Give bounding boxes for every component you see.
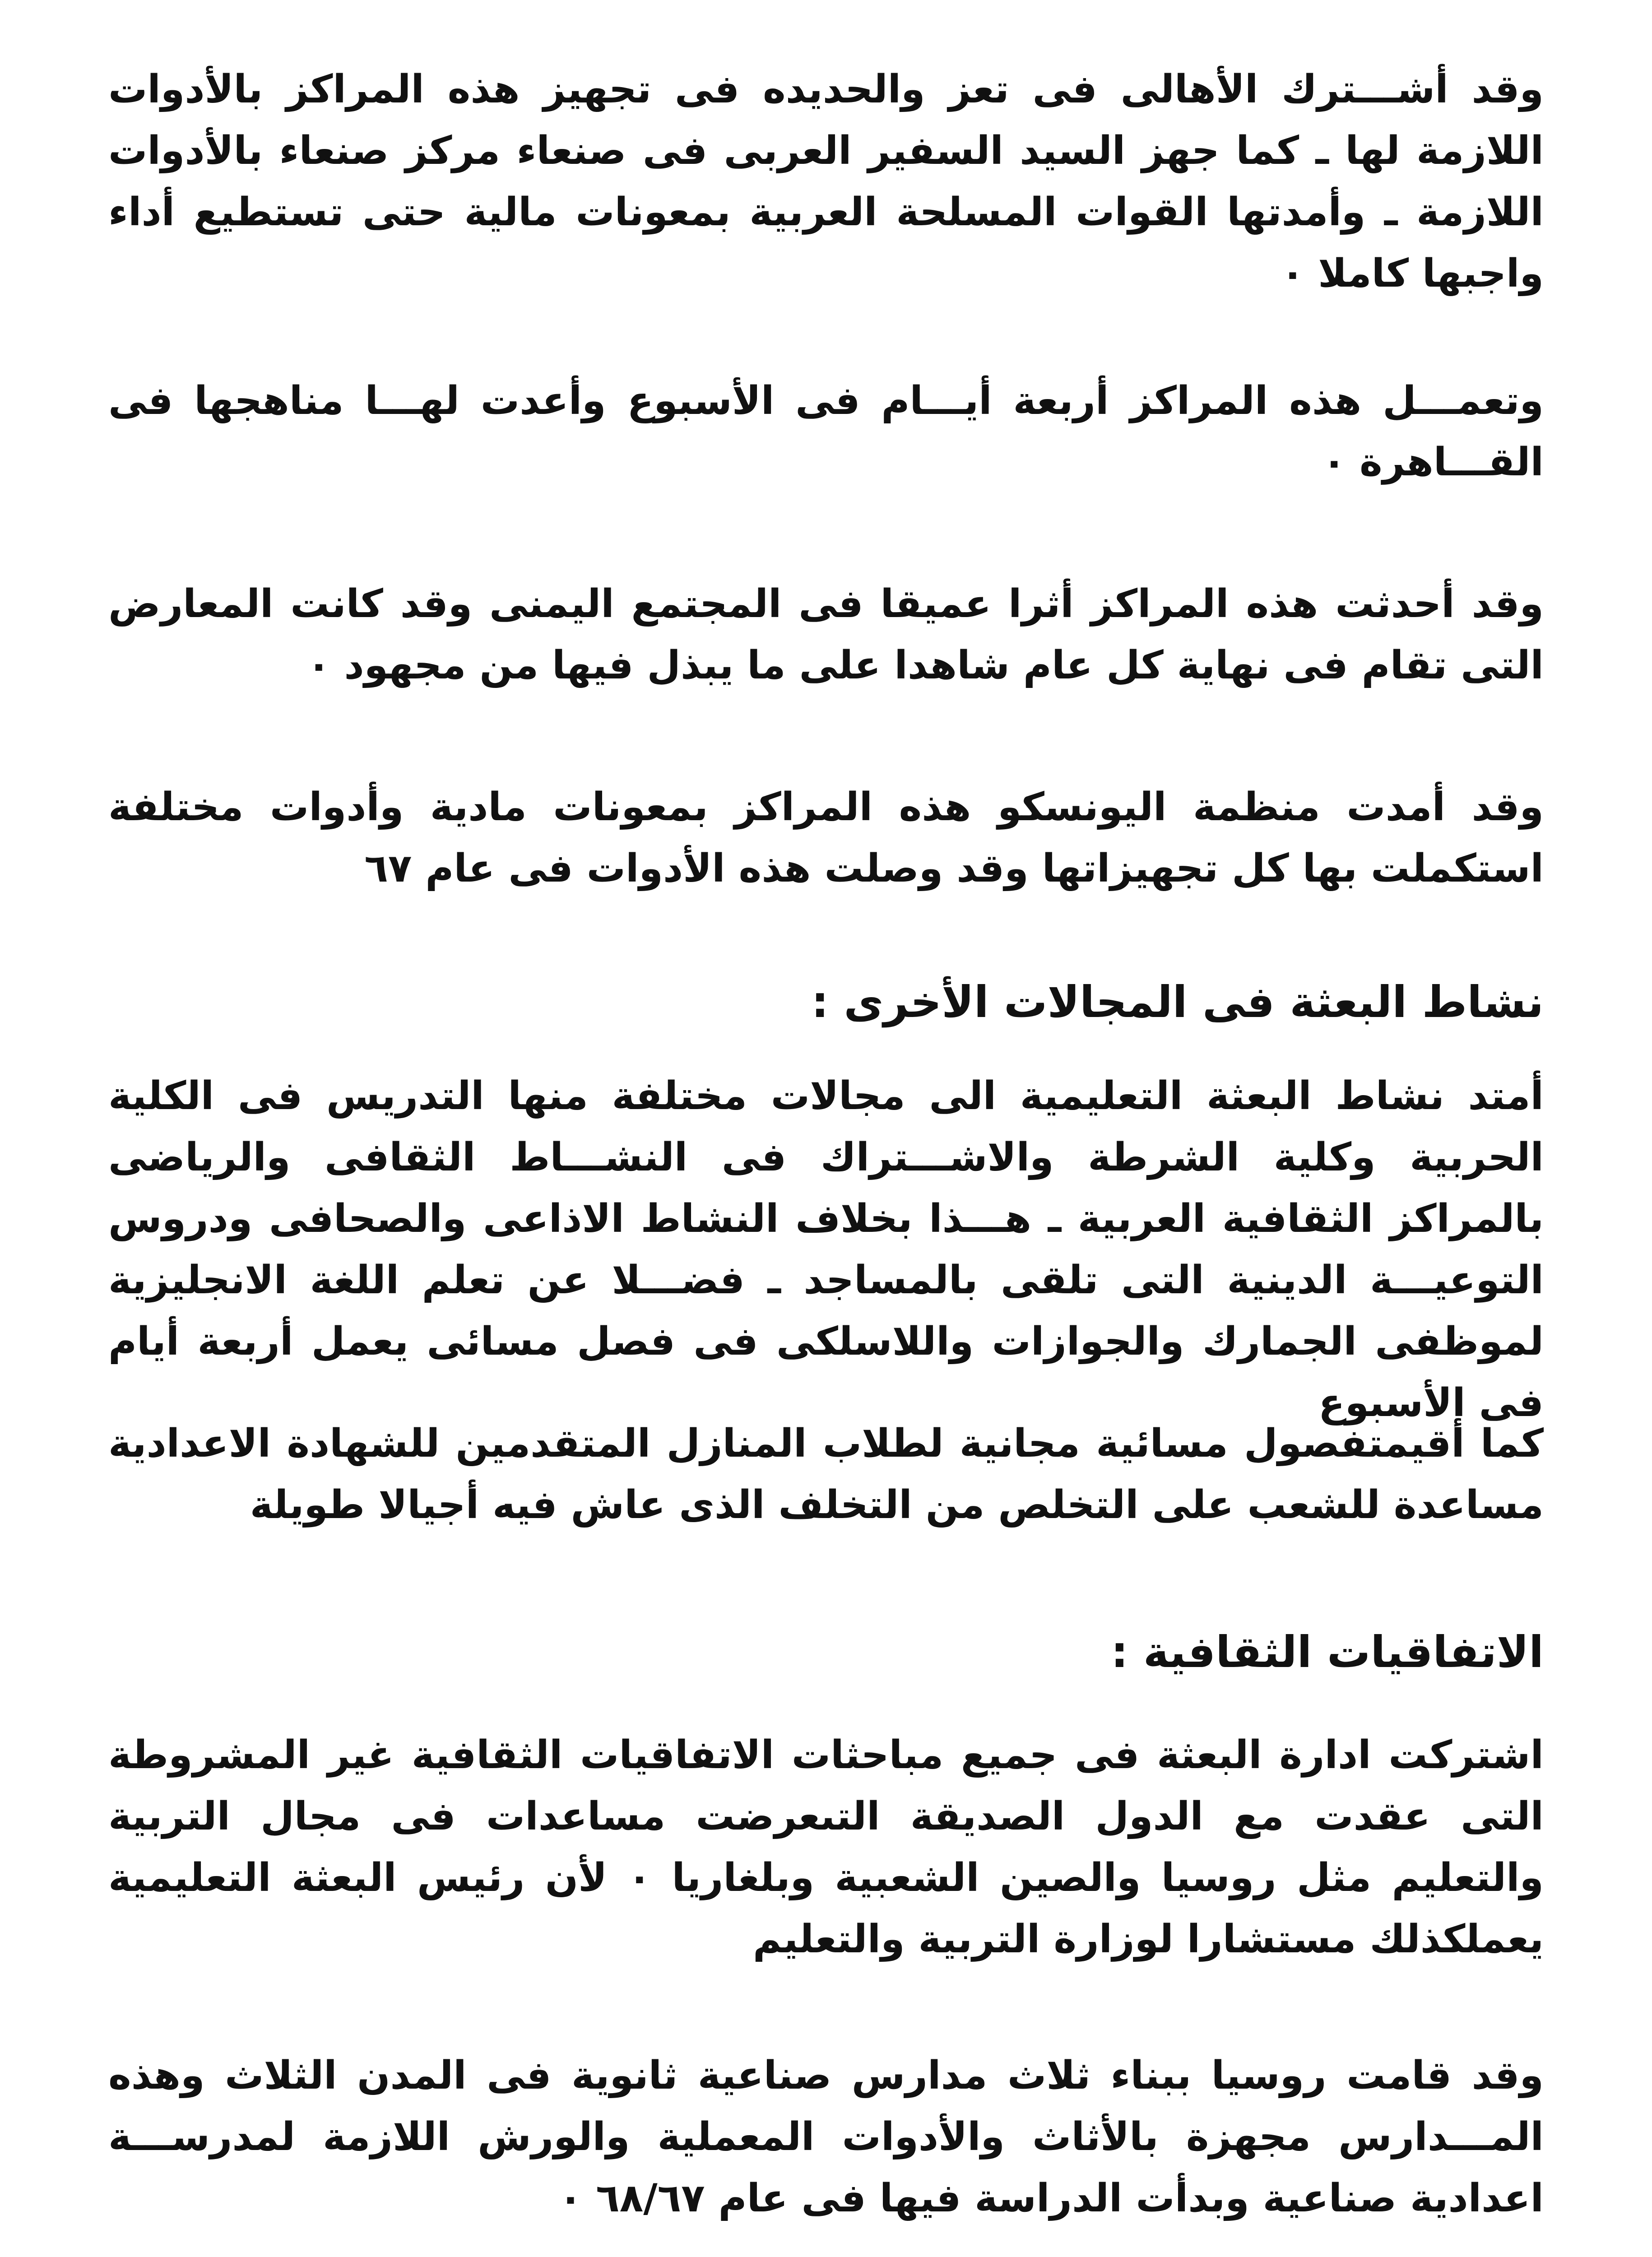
paragraph-evening-classes: كما أقيمتفصول مسائية مجانية لطلاب المنازل المتقدمين للشهادة الاعدادية مساعدة للشعب على التخلص من التخلف الذى عاش فيه أجيالا طويلة bbox=[108, 1421, 1544, 1528]
paragraph-russia-schools: وقد قامت روسيا ببناء ثلاث مدارس صناعية ثانوية فى المدن الثلاث وهذه المـــدارس مجهزة بالأثاث والأدوات المعملية والورش اللازمة لمدرســـة اعدادية صناعية وبدأت الدراسة فيها فى عام ٦٨/٦٧ ٠ bbox=[108, 2053, 1544, 2221]
paragraph-centers-impact: وقد أحدثت هذه المراكز أثرا عميقا فى المجتمع اليمنى وقد كانت المعارض التى تقام فى نهاية كل عام شاهدا على ما يبذل فيها من مجهود ٠ bbox=[108, 581, 1544, 688]
paragraph-mission-activities: أمتد نشاط البعثة التعليمية الى مجالات مختلفة منها التدريس فى الكلية الحربية وكلية الشرطة والاشـــتراك فى النشـــاط الثقافى والرياضى بالمراكز الثقافية العربية ـ هـــذا بخلاف النشاط الاذاعى والصحافى ودروس التوعيـــة الدينية التى تلقى بالمساجد ـ فضـــلا عن تعلم اللغة الانجليزية لموظفى الجمارك والجوازات واللاسلكى فى فصل مسائى يعمل أربعة أيام فى الأسبوع bbox=[108, 1073, 1544, 1426]
heading-other-activities: نشاط البعثة فى المجالات الأخرى : bbox=[811, 977, 1544, 1027]
paragraph-local-support: وقد أشـــترك الأهالى فى تعز والحديده فى تجهيز هذه المراكز بالأدوات اللازمة لها ـ كما جهز السيد السفير العربى فى صنعاء مركز صنعاء بالأدوات اللازمة ـ وأمدتها القوات المسلحة العربية بمعونات مالية حتى تستطيع أداء واجبها كاملا ٠ bbox=[108, 67, 1544, 296]
paragraph-centers-schedule: وتعمـــل هذه المراكز أربعة أيـــام فى الأسبوع وأعدت لهـــا مناهجها فى القـــاهرة ٠ bbox=[108, 378, 1544, 485]
paragraph-unesco-aid: وقد أمدت منظمة اليونسكو هذه المراكز بمعونات مادية وأدوات مختلفة استكملت بها كل تجهيزاتها وقد وصلت هذه الأدوات فى عام ٦٧ bbox=[108, 785, 1544, 891]
heading-cultural-agreements: الاتفاقيات الثقافية : bbox=[1111, 1627, 1544, 1677]
paragraph-agreements: اشتركت ادارة البعثة فى جميع مباحثات الاتفاقيات الثقافية غير المشروطة التى عقدت مع الدول الصديقة التىعرضت مساعدات فى مجال التربية والتعليم مثل روسيا والصين الشعبية وبلغاريا ٠ لأن رئيس البعثة التعليمية يعملكذلك مستشارا لوزارة التربية والتعليم bbox=[108, 1732, 1544, 1962]
